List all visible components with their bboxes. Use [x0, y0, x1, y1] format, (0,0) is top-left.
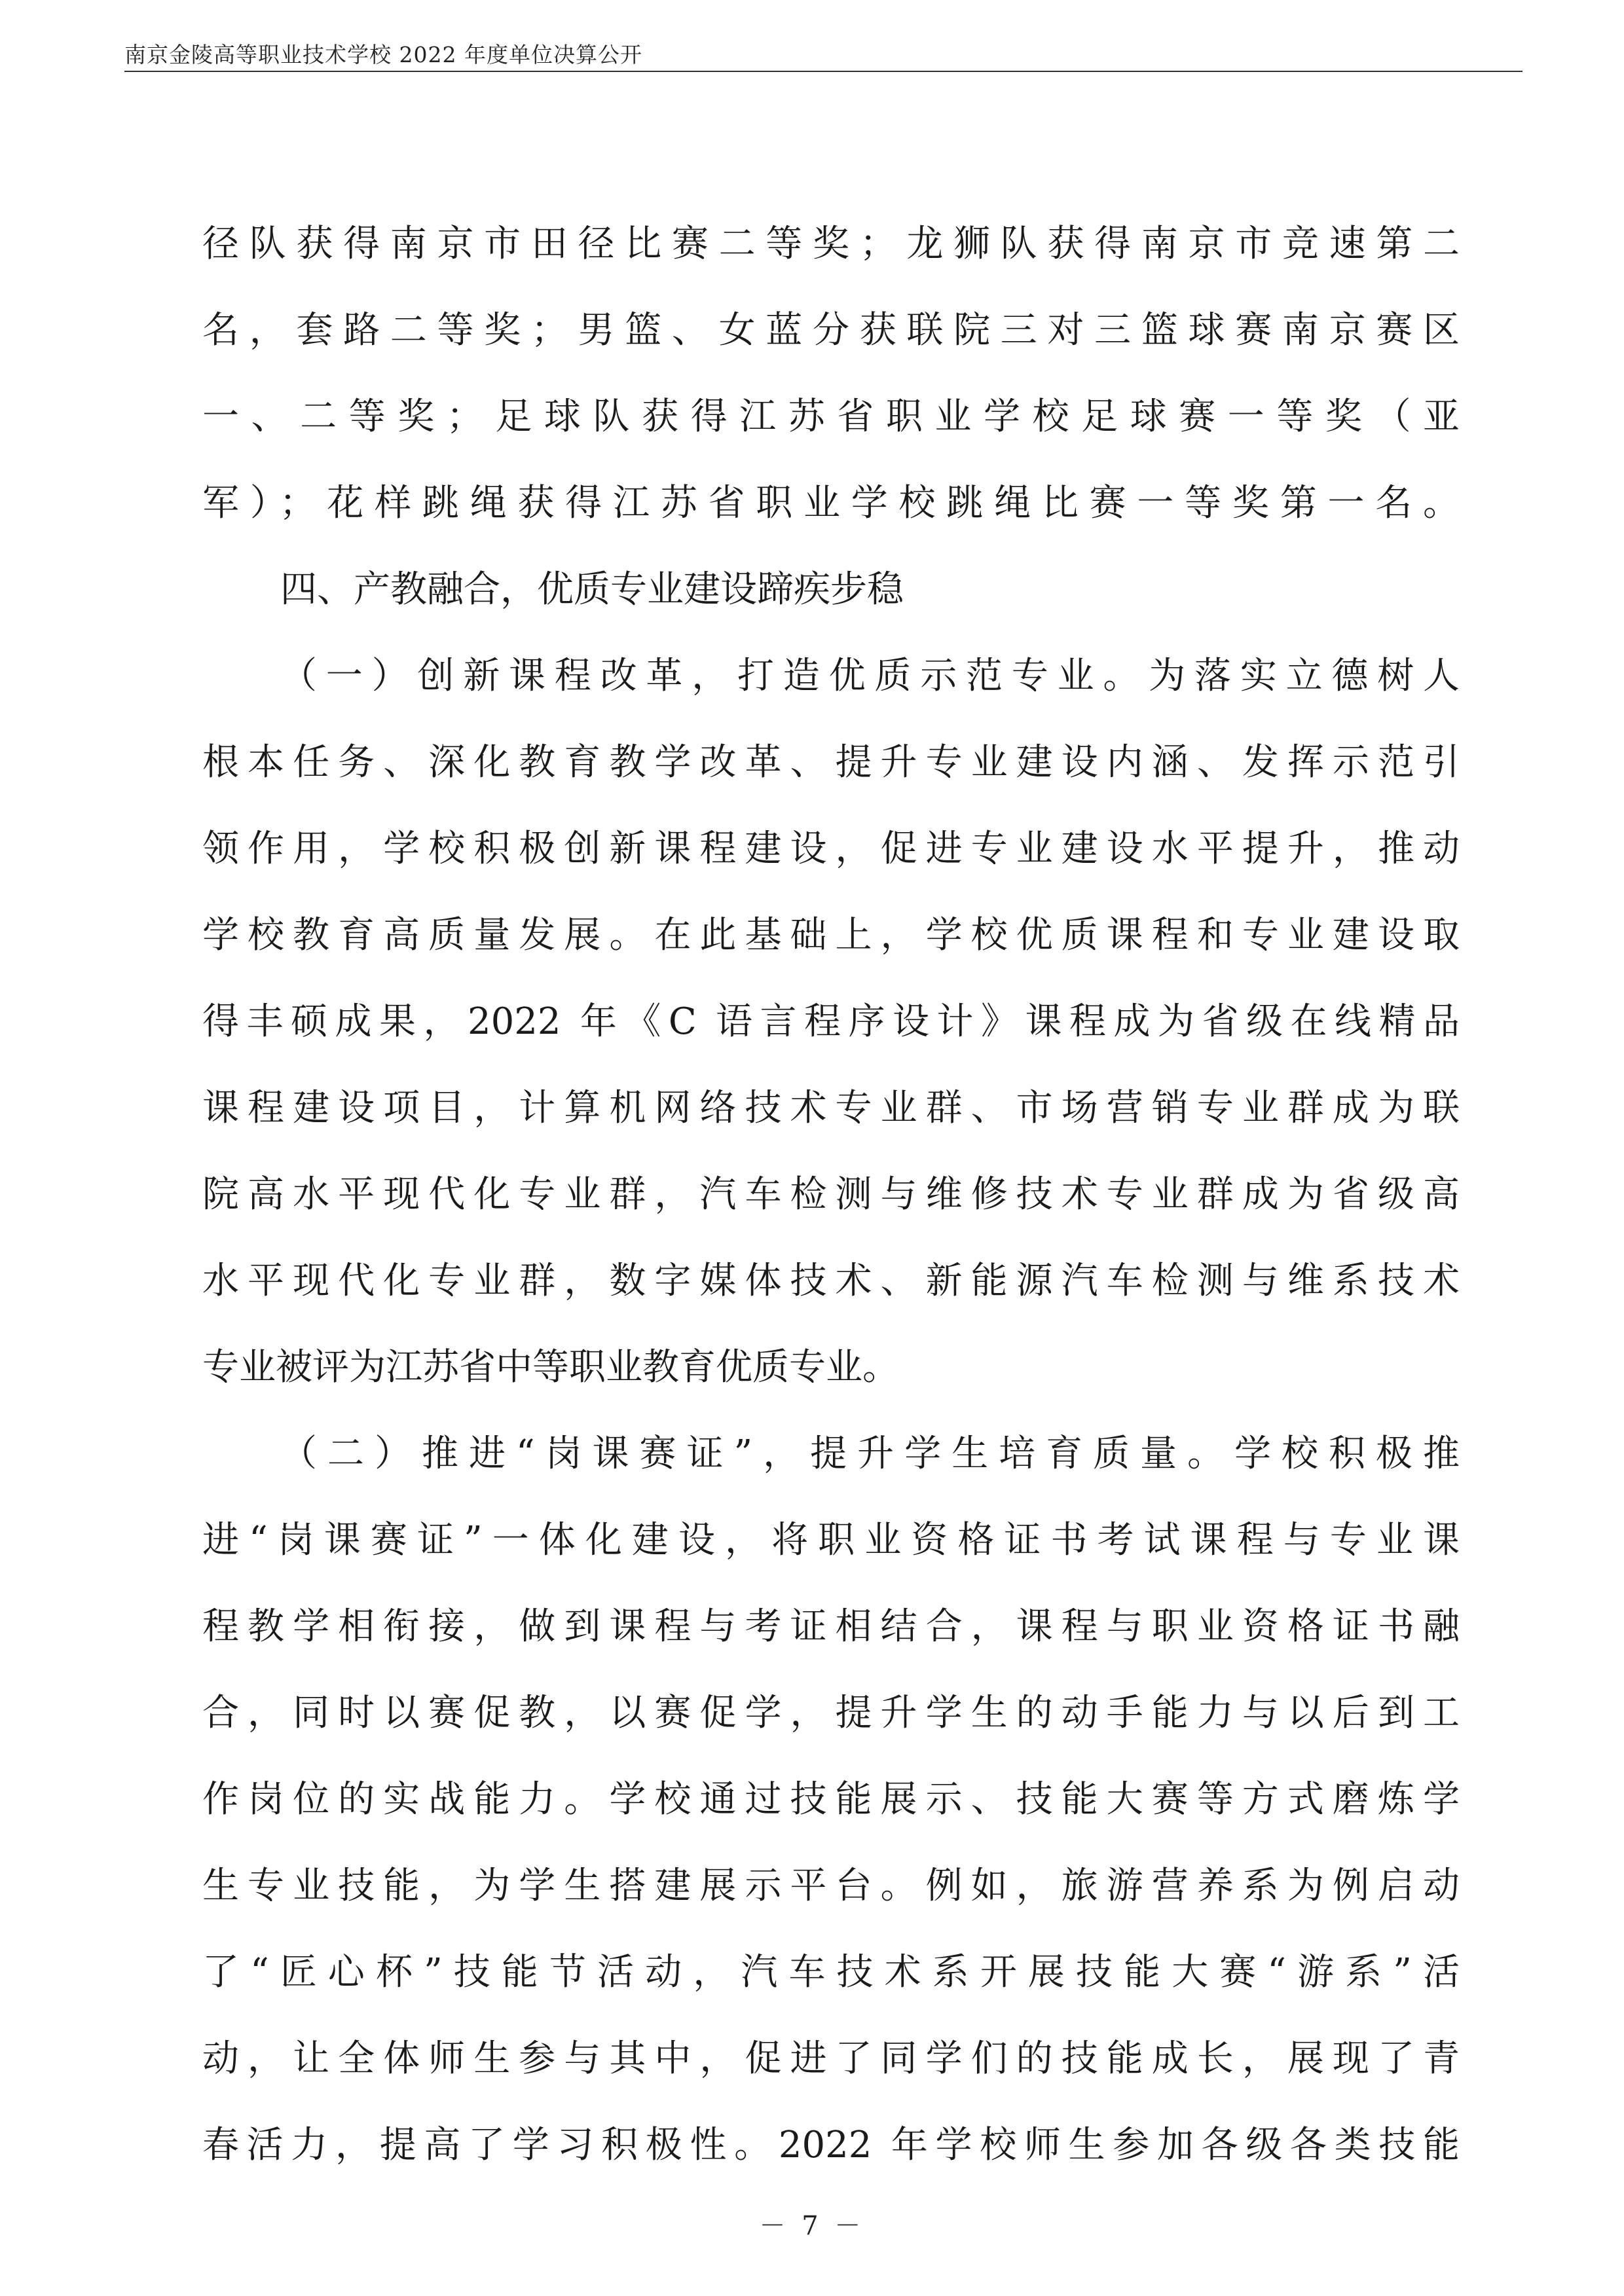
header-divider [124, 71, 1522, 72]
body-line: 课程建设项目，计算机网络技术专业群、市场营销专业群成为联 [202, 1087, 1460, 1129]
body-line: 水平现代化专业群，数字媒体技术、新能源汽车检测与维系技术 [202, 1260, 1460, 1302]
body-line: 作岗位的实战能力。学校通过技能展示、技能大赛等方式磨炼学 [202, 1778, 1460, 1821]
body-line: （一）创新课程改革，打造优质示范专业。为落实立德树人 [280, 655, 1460, 697]
body-line: 春活力，提高了学习积极性。2022 年学校师生参加各级各类技能 [202, 2124, 1460, 2166]
body-line: 了“匠心杯”技能节活动，汽车技术系开展技能大赛“游系”活 [202, 1951, 1460, 1994]
body-line: 动，让全体师生参与其中，促进了同学们的技能成长，展现了青 [202, 2037, 1460, 2080]
body-line: 专业被评为江苏省中等职业教育优质专业。 [202, 1346, 899, 1389]
body-line: 得丰硕成果，2022 年《C 语言程序设计》课程成为省级在线精品 [202, 1000, 1460, 1043]
document-header: 南京金陵高等职业技术学校 2022 年度单位决算公开 [124, 42, 642, 67]
body-line: 合，同时以赛促教，以赛促学，提升学生的动手能力与以后到工 [202, 1692, 1460, 1734]
body-line: 根本任务、深化教育教学改革、提升专业建设内涵、发挥示范引 [202, 741, 1460, 784]
body-line: 一、二等奖；足球队获得江苏省职业学校足球赛一等奖（亚 [202, 395, 1460, 438]
body-line: 军）；花样跳绳获得江苏省职业学校跳绳比赛一等奖第一名。 [202, 482, 1460, 524]
body-line: 院高水平现代化专业群，汽车检测与维修技术专业群成为省级高 [202, 1173, 1460, 1216]
body-line: 生专业技能，为学生搭建展示平台。例如，旅游营养系为例启动 [202, 1865, 1460, 1907]
section-heading: 四、产教融合，优质专业建设蹄疾步稳 [280, 568, 904, 611]
page-number: － 7 － [759, 2211, 865, 2241]
body-line: 领作用，学校积极创新课程建设，促进专业建设水平提升，推动 [202, 828, 1460, 870]
body-line: （二）推进“岗课赛证”，提升学生培育质量。学校积极推 [280, 1432, 1460, 1475]
body-line: 径队获得南京市田径比赛二等奖；龙狮队获得南京市竞速第二 [202, 223, 1460, 265]
body-line: 进“岗课赛证”一体化建设，将职业资格证书考试课程与专业课 [202, 1519, 1460, 1561]
body-line: 学校教育高质量发展。在此基础上，学校优质课程和专业建设取 [202, 914, 1460, 957]
body-line: 程教学相衔接，做到课程与考证相结合，课程与职业资格证书融 [202, 1605, 1460, 1648]
body-line: 名，套路二等奖；男篮、女蓝分获联院三对三篮球赛南京赛区 [202, 309, 1460, 352]
